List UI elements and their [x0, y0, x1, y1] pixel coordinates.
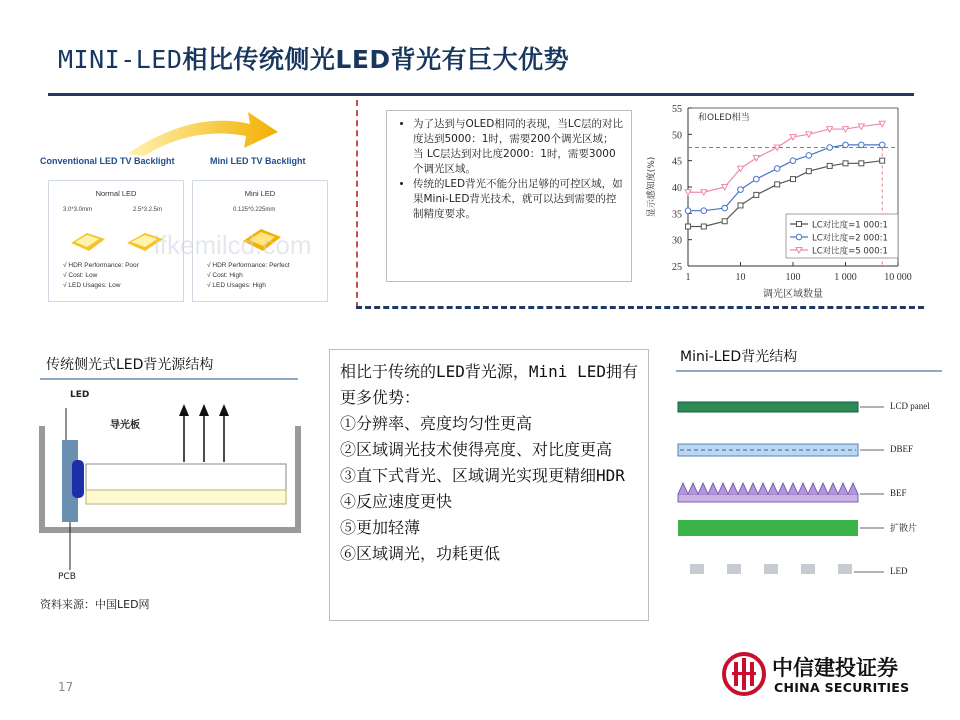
- legend-label: LC对比度=2 000:1: [812, 233, 888, 244]
- y-tick-label: 50: [672, 130, 682, 142]
- y-tick-label: 25: [672, 262, 682, 273]
- conventional-heading: Conventional LED TV Backlight: [40, 156, 175, 166]
- advantage-item: ③直下式背光、区域调光实现更精细HDR: [340, 466, 625, 485]
- data-point: [806, 169, 811, 174]
- logo-cn: 中信建投证券: [772, 656, 898, 680]
- advantage-item: ①分辨率、亮度均匀性更高: [340, 414, 533, 433]
- data-point: [843, 142, 849, 148]
- led-label: LED: [70, 390, 90, 400]
- legend-label: LC对比度=5 000:1: [812, 246, 888, 257]
- pcb-label: PCB: [58, 572, 76, 582]
- layer-label-led: LED: [890, 566, 908, 576]
- feature-item: √ LED Usages: High: [207, 282, 266, 289]
- layer-label-diffuser: 扩散片: [890, 524, 918, 534]
- feature-item: √ Cost: High: [207, 272, 243, 279]
- key-points-box: [386, 110, 632, 282]
- data-point: [775, 182, 780, 187]
- normal-led-title: Normal LED: [95, 189, 137, 198]
- normal-led-features: [63, 261, 139, 291]
- logo-en: CHINA SECURITIES: [774, 680, 910, 695]
- data-point: [686, 224, 691, 229]
- layer-label-lcd: LCD panel: [890, 401, 930, 411]
- data-point: [791, 177, 796, 182]
- x-tick-label: 10 000: [884, 272, 912, 283]
- mini-led-features: [207, 261, 290, 291]
- data-point: [722, 205, 728, 211]
- legend-label: LC对比度=1 000:1: [812, 220, 888, 231]
- citic-logo-icon: [722, 652, 766, 696]
- mini-led-section-label: Mini-LED背光结构: [680, 349, 798, 365]
- page-title: [58, 40, 569, 76]
- oled-reference-label: 和OLED相当: [698, 112, 750, 123]
- dashed-divider-horizontal: [356, 306, 924, 309]
- normal-led-size-a: 3.0*3.0mm: [63, 207, 93, 213]
- normal-led-size-b: 2.5*3.2.5m: [133, 207, 163, 213]
- advantage-item: ⑤更加轻薄: [340, 518, 421, 537]
- legend-marker: [797, 222, 802, 227]
- data-point: [859, 161, 864, 166]
- page-number: 17: [58, 680, 74, 694]
- x-tick-label: 100: [785, 272, 801, 283]
- data-point: [806, 153, 812, 159]
- company-logo: [722, 650, 922, 700]
- side-lit-section-label: 传统侧光式LED背光源结构: [46, 357, 214, 373]
- side-lit-section-rule: [40, 378, 298, 380]
- data-point: [827, 145, 833, 151]
- key-point: • 为了达到与OLED相同的表现，当LC层的对比度达到5000：1时，需要200个调光区域；当 LC层达到对比度2000：1时，需要3000个调光区域。: [413, 117, 623, 177]
- mini-led-section-rule: [676, 370, 942, 372]
- feature-item: √ HDR Performance: Perfect: [207, 262, 290, 269]
- title-rest: 相比传统侧光LED背光有巨大优势: [182, 45, 570, 74]
- title-prefix: MINI-LED: [58, 45, 183, 74]
- layer-label-bef: BEF: [890, 488, 907, 498]
- data-point: [774, 166, 780, 172]
- key-point: • 传统的LED背光不能分出足够的可控区域，如果Mini-LED背光技术，就可以达到需要的控制精度要求。: [413, 177, 623, 222]
- mini-led-title: Mini LED: [244, 189, 276, 198]
- advantage-item: ⑥区域调光，功耗更低: [340, 544, 501, 563]
- source-note: 资料来源：中国LED网: [40, 598, 150, 611]
- feature-item: √ HDR Performance: Poor: [63, 262, 139, 269]
- dashed-divider-vertical: [356, 100, 358, 308]
- advantage-item: ②区域调光技术使得亮度、对比度更高: [340, 440, 613, 459]
- x-tick-label: 10: [735, 272, 746, 283]
- advantages-intro: 相比于传统的LED背光源，Mini LED拥有更多优势：: [340, 362, 638, 407]
- data-point: [754, 192, 759, 197]
- data-point: [827, 163, 832, 168]
- dimming-zones-chart: [640, 100, 916, 300]
- layer-label-dbef: DBEF: [890, 444, 914, 454]
- light-guide-label: 导光板: [110, 420, 140, 431]
- advantages-box: [329, 349, 649, 621]
- mini-heading: Mini LED TV Backlight: [210, 156, 306, 166]
- side-lit-diagram: [36, 384, 306, 594]
- y-tick-label: 45: [672, 156, 682, 168]
- feature-item: √ LED Usages: Low: [63, 282, 121, 289]
- x-tick-label: 1 000: [834, 272, 857, 283]
- side-lit-structure-figure: [36, 384, 306, 594]
- y-axis-label: 显示感知度(%): [647, 156, 657, 218]
- y-tick-label: 55: [672, 104, 682, 115]
- advantage-item: ④反应速度更快: [340, 492, 453, 511]
- data-point: [738, 203, 743, 208]
- y-tick-label: 35: [672, 209, 682, 221]
- legend-marker: [796, 234, 802, 240]
- data-point: [879, 142, 885, 148]
- data-point: [843, 161, 848, 166]
- backlight-comparison-figure: [36, 104, 336, 304]
- data-point: [754, 176, 760, 182]
- y-tick-label: 40: [672, 183, 682, 194]
- mini-led-size: 0.125*0.225mm: [233, 207, 276, 213]
- data-point: [790, 158, 796, 164]
- data-point: [701, 208, 707, 214]
- mini-led-structure-figure: [670, 380, 942, 610]
- x-tick-label: 1: [685, 272, 691, 283]
- data-point: [880, 158, 885, 163]
- y-tick-label: 30: [672, 235, 682, 247]
- data-point: [685, 208, 691, 214]
- watermark: ifkemilcd.com: [154, 230, 312, 260]
- x-axis-label: 调光区域数量: [763, 289, 823, 300]
- arrow-icon: [122, 108, 282, 158]
- feature-item: √ Cost: Low: [63, 272, 98, 279]
- data-point: [701, 224, 706, 229]
- data-point: [859, 142, 865, 148]
- data-point: [722, 219, 727, 224]
- title-divider: [48, 93, 914, 96]
- data-point: [738, 187, 744, 193]
